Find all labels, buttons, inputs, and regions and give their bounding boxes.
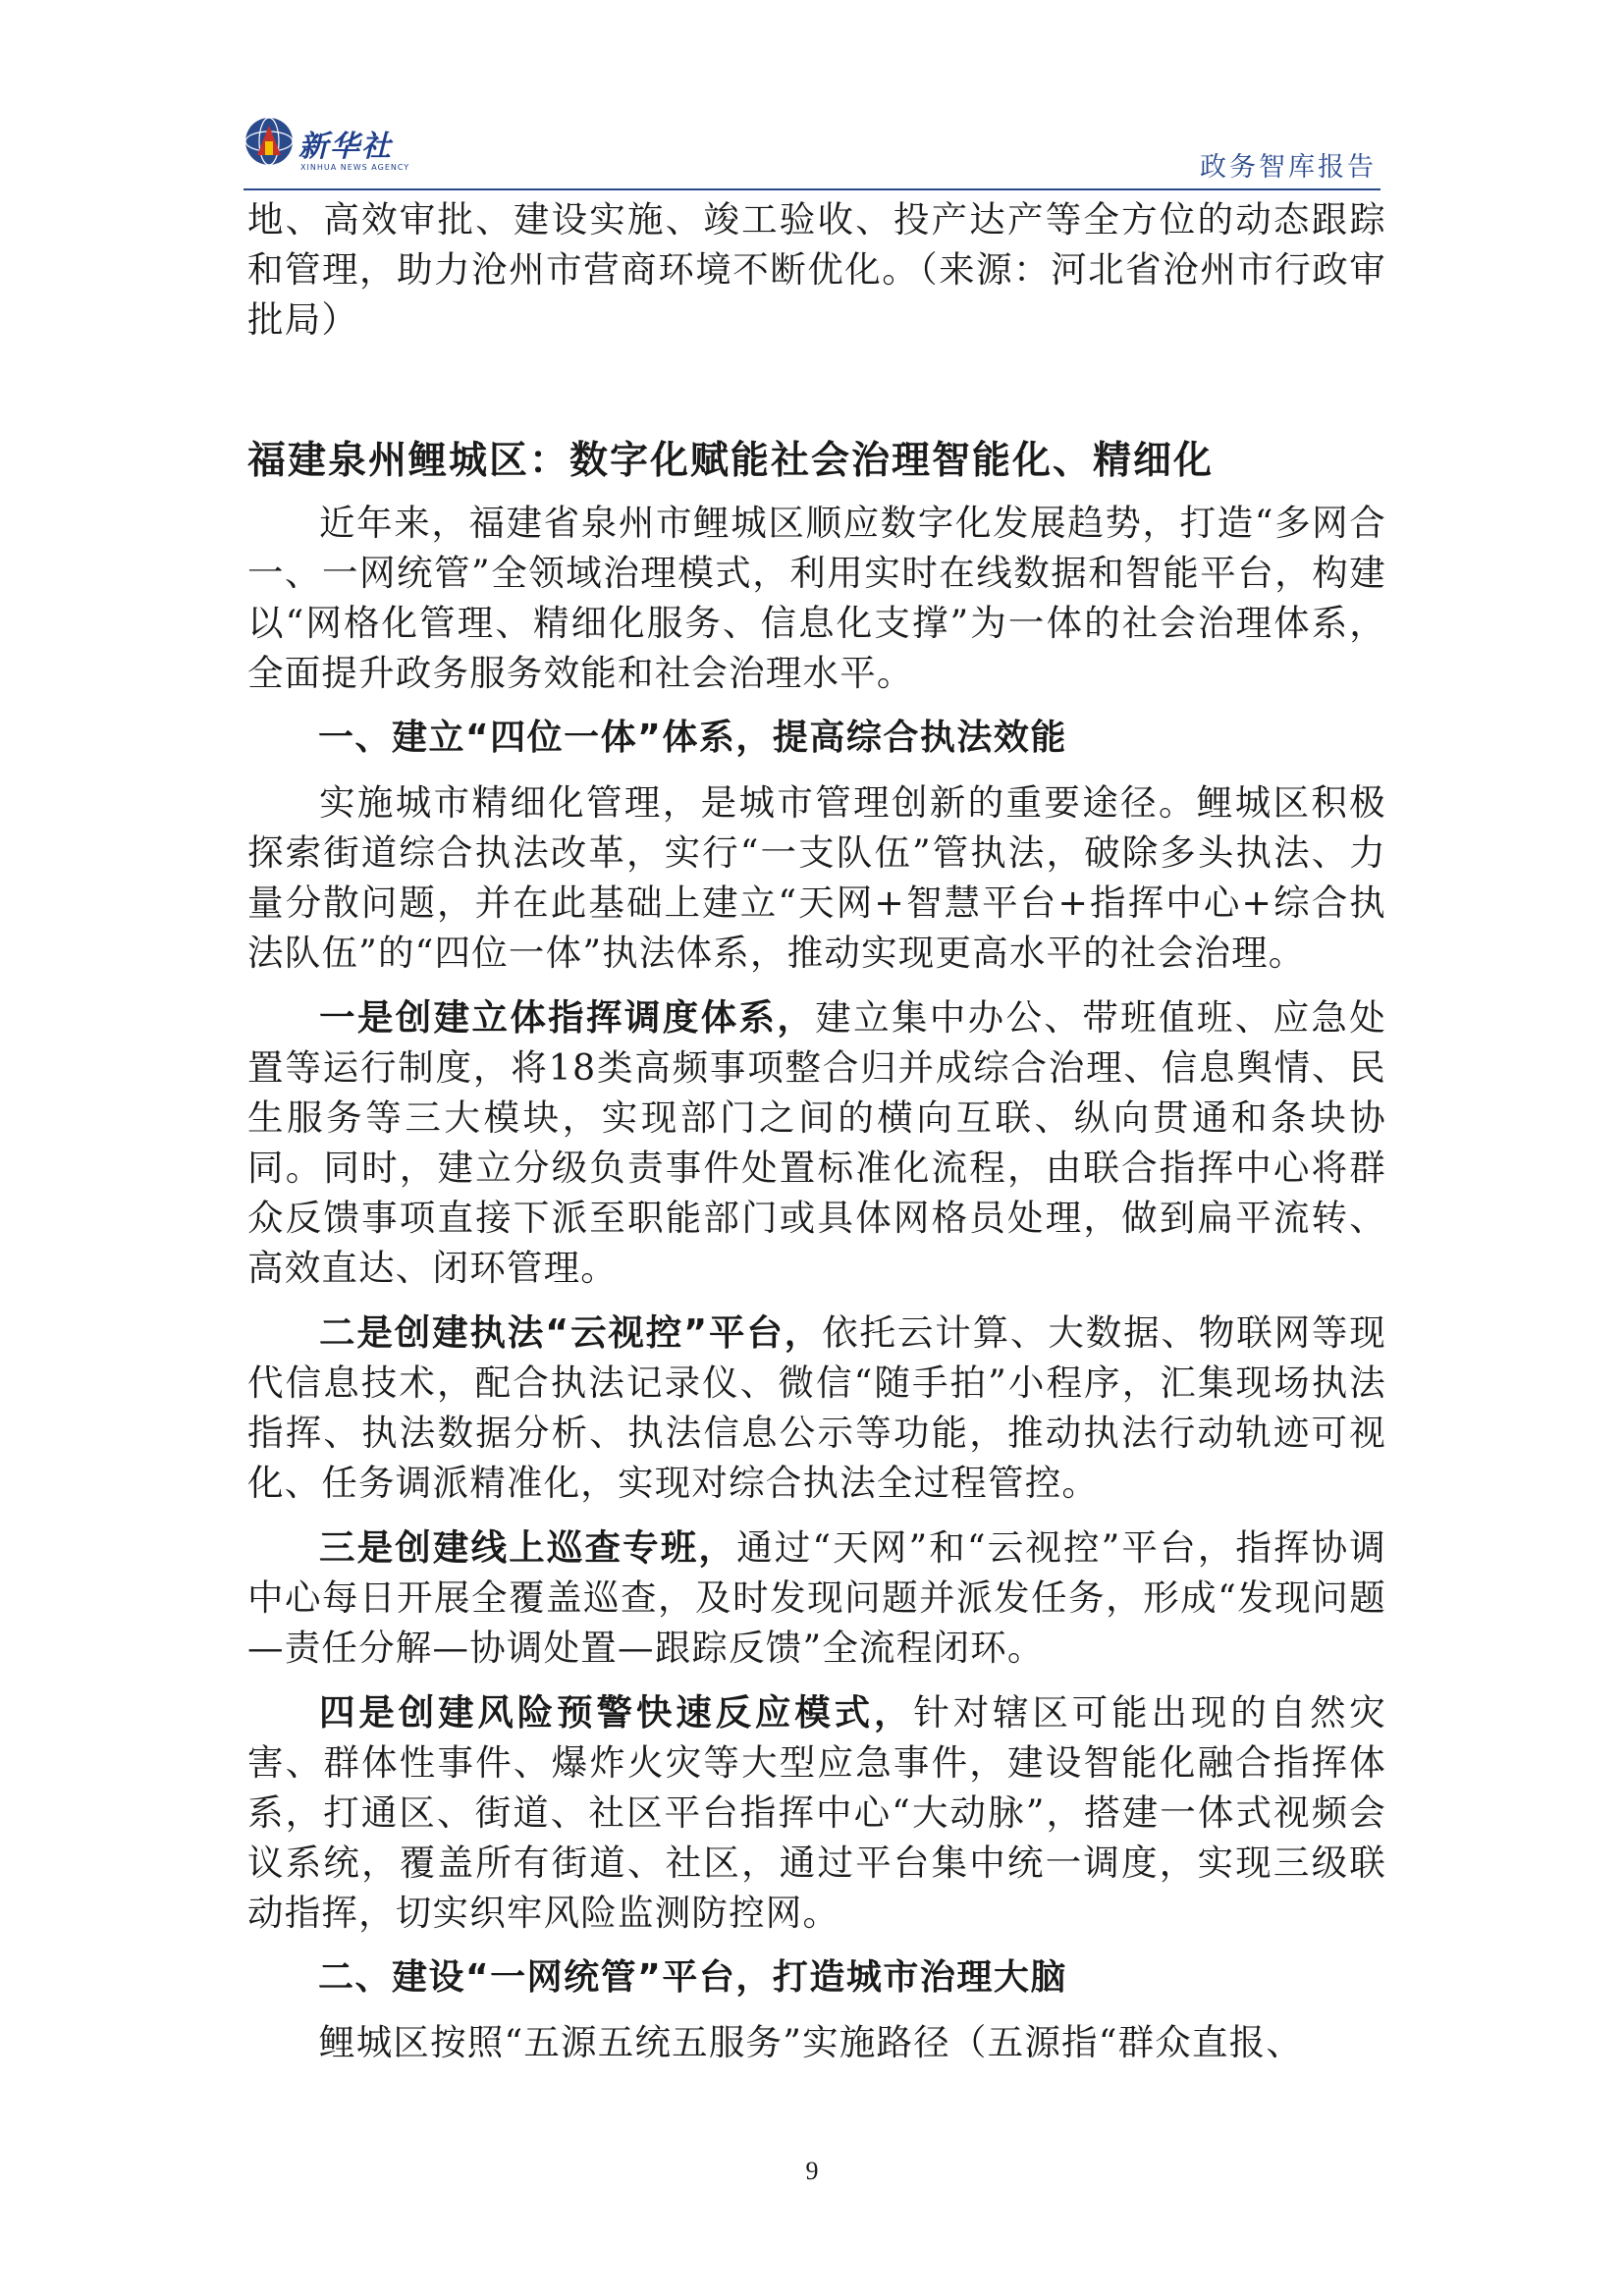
continued-paragraph: 地、高效审批、建设实施、竣工验收、投产达产等全方位的动态跟踪和管理，助力沧州市营商环境不断优化。（来源：河北省沧州市行政审批局） xyxy=(247,198,1386,341)
item-three-lead: 三是创建线上巡查专班， xyxy=(319,1526,737,1569)
xinhua-logo xyxy=(244,116,410,179)
item-two-paragraph xyxy=(247,1308,1386,1508)
item-four-lead: 四是创建风险预警快速反应模式， xyxy=(319,1691,914,1734)
heading-one: 一、建立“四位一体”体系，提高综合执法效能 xyxy=(318,718,1067,758)
xinhua-globe-logo-icon xyxy=(244,116,295,167)
paragraph-one: 实施城市精细化管理，是城市管理创新的重要途径。鲤城区积极探索街道综合执法改革，实行“一支队伍”管执法，破除多头执法、力量分散问题，并在此基础上建立“天网+智慧平台+指挥中心+综合执法队伍”的“四位一体”执法体系，推动实现更高水平的社会治理。 xyxy=(247,781,1386,974)
logo-chinese-name: 新华社 xyxy=(298,130,393,164)
logo-english-name: XINHUA NEWS AGENCY xyxy=(300,163,410,172)
item-three-paragraph xyxy=(247,1522,1386,1673)
page-number: 9 xyxy=(805,2157,819,2185)
item-three-text: 通过“天网”和“云视控”平台，指挥协调中心每日开展全覆盖巡查，及时发现问题并派发任务，形成“发现问题—责任分解—协调处置—跟踪反馈”全流程闭环。 xyxy=(247,1526,1386,1669)
item-two-lead: 二是创建执法“云视控”平台， xyxy=(319,1311,823,1354)
paragraph-two: 鲤城区按照“五源五统五服务”实施路径（五源指“群众直报、 xyxy=(319,2021,1304,2063)
section-title: 福建泉州鲤城区：数字化赋能社会治理智能化、精细化 xyxy=(247,439,1215,483)
page-header xyxy=(244,110,1380,190)
item-one-lead: 一是创建立体指挥调度体系， xyxy=(319,996,816,1039)
item-four-text: 针对辖区可能出现的自然灾害、群体性事件、爆炸火灾等大型应急事件，建设智能化融合指挥体系，打通区、街道、社区平台指挥中心“大动脉”，搭建一体式视频会议系统，覆盖所有街道、社区，通过平台集中统一调度，实现三级联动指挥，切实织牢风险监测防控网。 xyxy=(247,1691,1387,1934)
document-body xyxy=(247,194,1386,2067)
item-two-text: 依托云计算、大数据、物联网等现代信息技术，配合执法记录仪、微信“随手拍”小程序，汇集现场执法指挥、执法数据分析、执法信息公示等功能，推动执法行动轨迹可视化、任务调派精准化，实现对综合执法全过程管控。 xyxy=(247,1311,1386,1504)
intro-paragraph: 近年来，福建省泉州市鲤城区顺应数字化发展趋势，打造“多网合一、一网统管”全领域治理模式，利用实时在线数据和智能平台，构建以“网格化管理、精细化服务、信息化支撑”为一体的社会治理体系，全面提升政务服务效能和社会治理水平。 xyxy=(247,502,1386,694)
item-one-paragraph xyxy=(247,992,1386,1293)
item-one-text: 建立集中办公、带班值班、应急处置等运行制度，将18类高频事项整合归并成综合治理、信息舆情、民生服务等三大模块，实现部门之间的横向互联、纵向贯通和条块协同。同时，建立分级负责事件处置标准化流程，由联合指挥中心将群众反馈事项直接下派至职能部门或具体网格员处理，做到扁平流转、高效直达、闭环管理。 xyxy=(247,996,1386,1289)
heading-two: 二、建设“一网统管”平台，打造城市治理大脑 xyxy=(318,1957,1067,1998)
item-four-paragraph xyxy=(247,1687,1386,1938)
report-type-label: 政务智库报告 xyxy=(1200,152,1377,183)
